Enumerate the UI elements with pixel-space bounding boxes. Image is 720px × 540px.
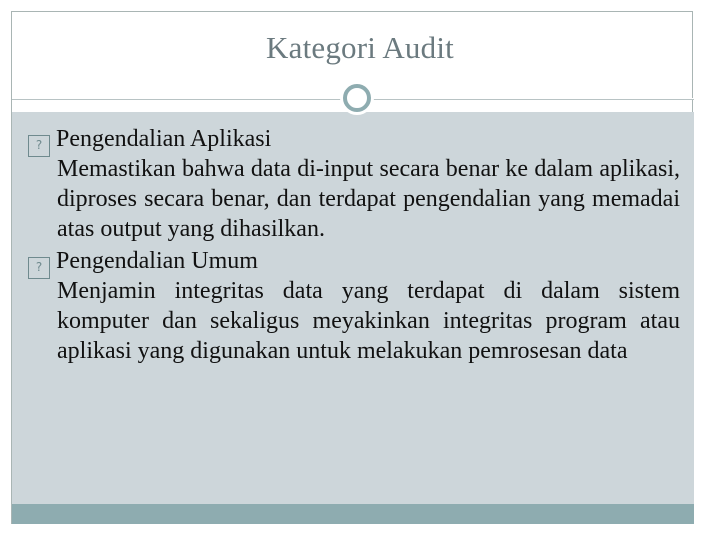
bullet-paragraph: Menjamin integritas data yang terdapat di dalam sistem komputer dan sekaligus meyakinkan integritas program atau aplikasi yang digunakan untuk melakukan pemrosesan data (57, 278, 680, 364)
slide-title: Kategori Audit (266, 30, 454, 65)
bullet-item (28, 124, 680, 154)
bottom-accent-bar (12, 504, 694, 524)
slide-body (28, 124, 680, 368)
missing-glyph-box-icon: ? (28, 135, 50, 157)
bullet-heading: Pengendalian Umum (56, 248, 258, 274)
circle-ornament-icon (340, 81, 374, 115)
bullet-heading: Pengendalian Aplikasi (56, 126, 272, 152)
bullet-item (28, 246, 680, 276)
bullet-paragraph: Memastikan bahwa data di-input secara benar ke dalam aplikasi, diproses secara benar, dan terdapat pengendalian yang memadai atas output yang dihasilkan. (57, 156, 680, 242)
circle-ring (343, 84, 371, 112)
missing-glyph-box-icon: ? (28, 257, 50, 279)
